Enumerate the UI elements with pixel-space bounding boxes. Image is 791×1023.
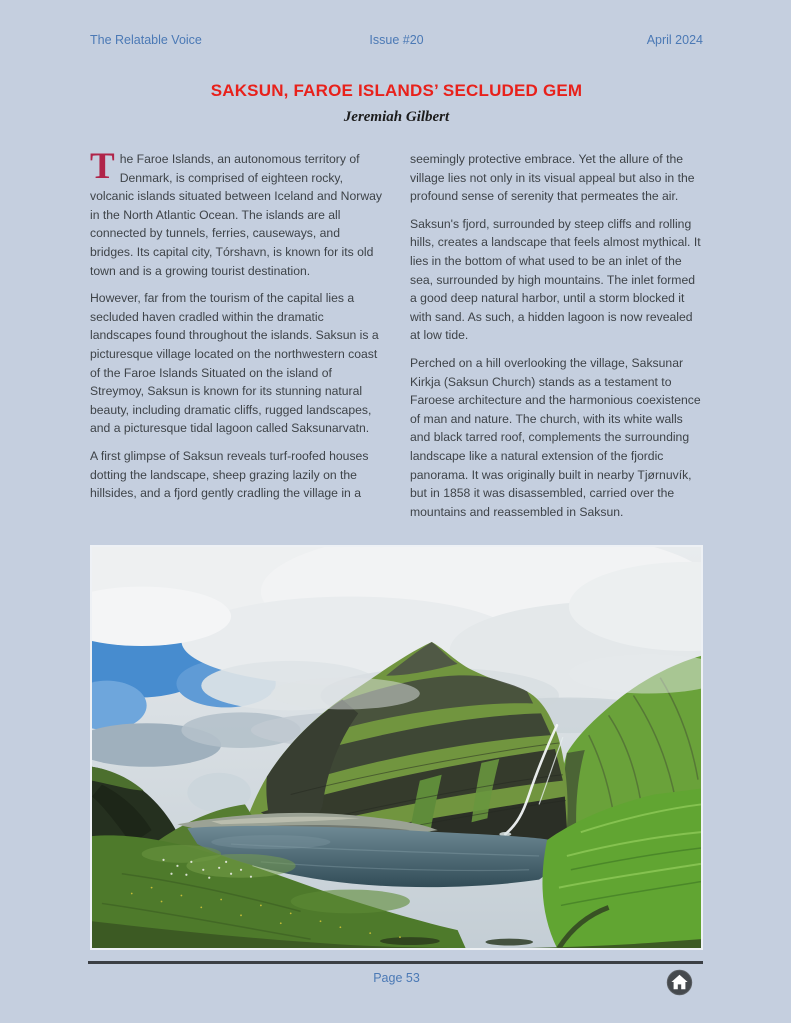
page-number: Page 53 <box>373 971 420 985</box>
footer-rule <box>88 961 703 964</box>
paragraph: However, far from the tourism of the capital lies a secluded haven cradled within the dramatic landscapes found throughout the islands. Saksun is a picturesque village located on the northwestern coast of the Faroe Islands Situated on the island of Streymoy, Saksun is known for its stunning natural beauty, including dramatic cliffs, rugged landscapes, and a picturesque tidal lagoon called Saksunarvatn. <box>90 291 379 436</box>
article-byline: Jeremiah Gilbert <box>343 109 450 125</box>
paragraph <box>90 146 382 280</box>
paragraph: A first glimpse of Saksun reveals turf-roofed houses dotting the landscape, sheep grazing lazily on the hillsides, and a fjord gently cradling the village in a <box>90 448 369 501</box>
column-2 <box>410 150 702 530</box>
masthead-publication: The Relatable Voice <box>90 33 202 47</box>
masthead-date: April 2024 <box>646 33 703 47</box>
masthead <box>90 33 703 47</box>
column-1 <box>90 146 382 530</box>
paragraph: Perched on a hill overlooking the village, Saksunar Kirkja (Saksun Church) stands as a testament to Faroese architecture and the harmonious coexistence of man and nature. The church, with its white walls and black tarred roof, complements the surrounding landscape like a natural extension of the fjordic panorama. It was originally built in nearby Tjørnuvík, but in 1858 it was disassembled, carried over the mountains and reassembled in Saksun. <box>410 355 701 519</box>
saksun-fjord-photo <box>90 545 703 950</box>
home-button[interactable] <box>666 969 693 996</box>
paragraph: seemingly protective embrace. Yet the allure of the village lies not only in its visual appeal but also in the profound sense of serenity that permeates the air. <box>410 152 695 204</box>
paragraph: Saksun's fjord, surrounded by steep cliffs and rolling hills, creates a landscape that feels almost mythical. It lies in the bottom of what used to be an inlet of the sea, surrounded by high mountains. The inlet formed a good deep natural harbor, until a storm blocked it with sand. As such, a hidden lagoon is now revealed at low tide. <box>410 216 701 343</box>
dropcap: T <box>90 146 115 187</box>
paragraph-text: he Faroe Islands, an autonomous territory of Denmark, is comprised of eighteen rocky, volcanic islands situated between Iceland and Norway in the North Atlantic Ocean. The islands are all connected by tunnels, ferries, causeways, and bridges. Its capital city, Tórshavn, is known for its old town and is a growing tourist destination. <box>90 152 382 278</box>
article-title: SAKSUN, FAROE ISLANDS’ SECLUDED GEM <box>210 81 583 100</box>
fjord-landscape-illustration <box>92 547 701 948</box>
masthead-issue: Issue #20 <box>369 33 424 47</box>
home-icon <box>666 969 693 996</box>
article-body <box>90 146 703 530</box>
